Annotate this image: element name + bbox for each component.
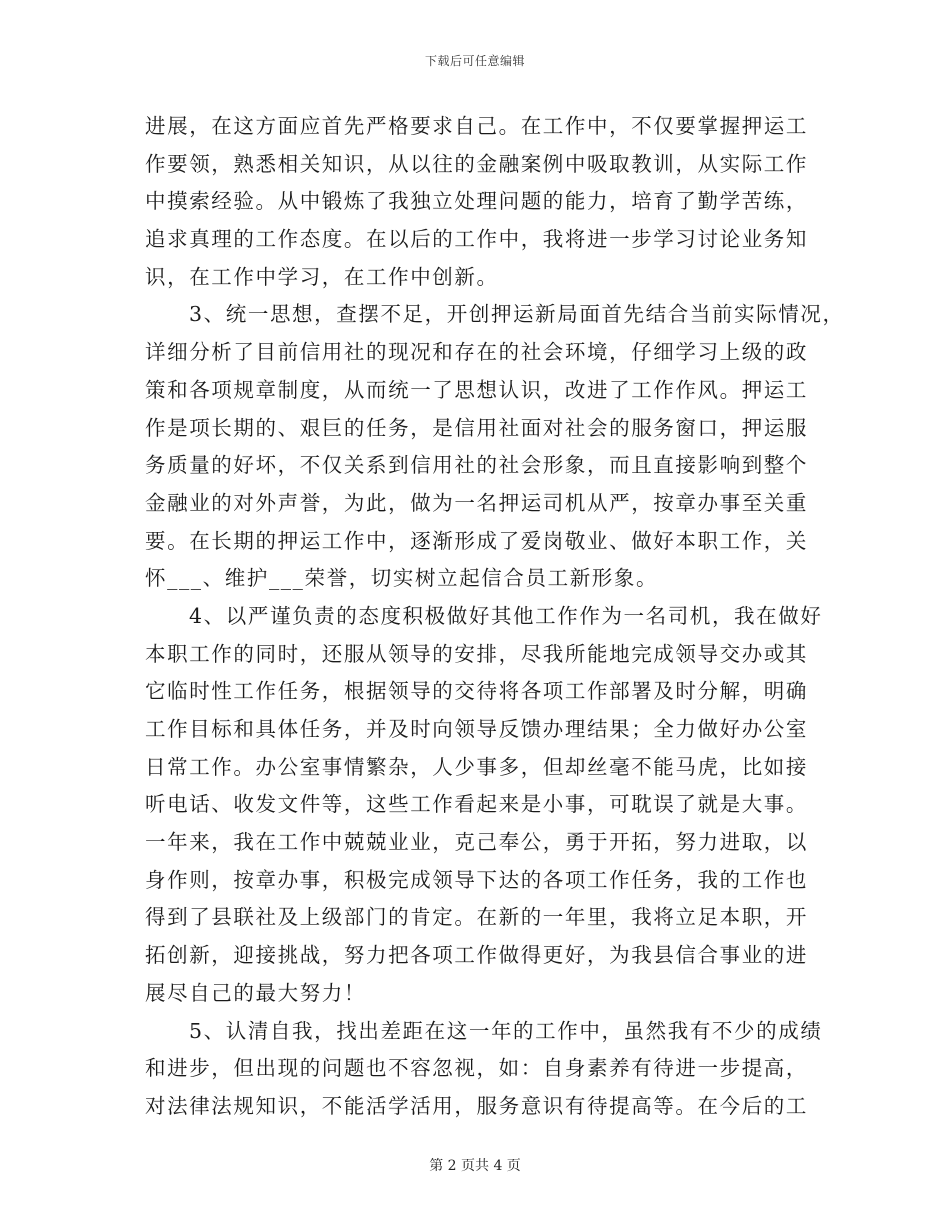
text-line: 听电话、收发文件等，这些工作看起来是小事，可耽误了就是大事。 (145, 792, 808, 817)
text-line: 和进步，但出现的问题也不容忽视，如：自身素养有待进一步提高， (145, 1056, 808, 1081)
text-line: 要。在长期的押运工作中，逐渐形成了爱岗敬业、做好本职工作，关 (145, 528, 808, 553)
page-header (0, 52, 950, 69)
text-line: 中摸索经验。从中锻炼了我独立处理问题的能力，培育了勤学苦练， (145, 189, 808, 214)
text-line: 3、统一思想，查摆不足，开创押运新局面首先结合当前实际情况， (189, 302, 845, 327)
text-line: 日常工作。办公室事情繁杂，人少事多，但却丝毫不能马虎，比如接 (145, 754, 808, 779)
text-line: 工作目标和具体任务，并及时向领导反馈办理结果；全力做好办公室 (145, 717, 808, 741)
text-line: 务质量的好坏，不仅关系到信用社的社会形象，而且直接影响到整个 (145, 453, 808, 478)
text-line: 金融业的对外声誉，为此，做为一名押运司机从严，按章办事至关重 (145, 490, 808, 515)
text-line: 追求真理的工作态度。在以后的工作中，我将进一步学习讨论业务知 (145, 227, 808, 252)
text-line: 5、认清自我，找出差距在这一年的工作中，虽然我有不少的成绩 (189, 1018, 823, 1043)
header-text: 下载后可任意编辑 (424, 54, 525, 68)
text-line: 作是项长期的、艰巨的任务，是信用社面对社会的服务窗口，押运服 (145, 415, 808, 440)
text-line: 策和各项规章制度，从而统一了思想认识，改进了工作作风。押运工 (145, 377, 808, 402)
text-line: 4、以严谨负责的态度积极做好其他工作作为一名司机，我在做好 (189, 603, 823, 628)
text-line: 展尽自己的最大努力！ (145, 980, 366, 1005)
text-line: 它临时性工作任务，根据领导的交待将各项工作部署及时分解，明确 (145, 679, 808, 704)
document-body (145, 108, 845, 1126)
text-line: 作要领，熟悉相关知识，从以往的金融案例中吸取教训，从实际工作 (145, 151, 808, 176)
text-line: 详细分析了目前信用社的现况和存在的社会环境，仔细学习上级的政 (145, 340, 808, 365)
text-line: 对法律法规知识，不能活学活用，服务意识有待提高等。在今后的工 (145, 1093, 808, 1118)
page-number: 第 2 页共 4 页 (429, 1158, 521, 1174)
text-line: 识，在工作中学习，在工作中创新。 (145, 264, 499, 289)
text-line: 身作则，按章办事，积极完成领导下达的各项工作任务，我的工作也 (145, 867, 808, 892)
text-line: 拓创新，迎接挑战，努力把各项工作做得更好，为我县信合事业的进 (145, 943, 808, 968)
page-footer (0, 1155, 950, 1175)
text-line: 怀___、维护___荣誉，切实树立起信合员工新形象。 (145, 566, 659, 591)
text-line: 进展，在这方面应首先严格要求自己。在工作中，不仅要掌握押运工 (145, 114, 808, 138)
text-line: 本职工作的同时，还服从领导的安排，尽我所能地完成领导交办或其 (145, 641, 808, 666)
text-line: 一年来，我在工作中兢兢业业，克己奉公，勇于开拓，努力进取，以 (145, 830, 808, 855)
text-line: 得到了县联社及上级部门的肯定。在新的一年里，我将立足本职，开 (145, 905, 808, 930)
